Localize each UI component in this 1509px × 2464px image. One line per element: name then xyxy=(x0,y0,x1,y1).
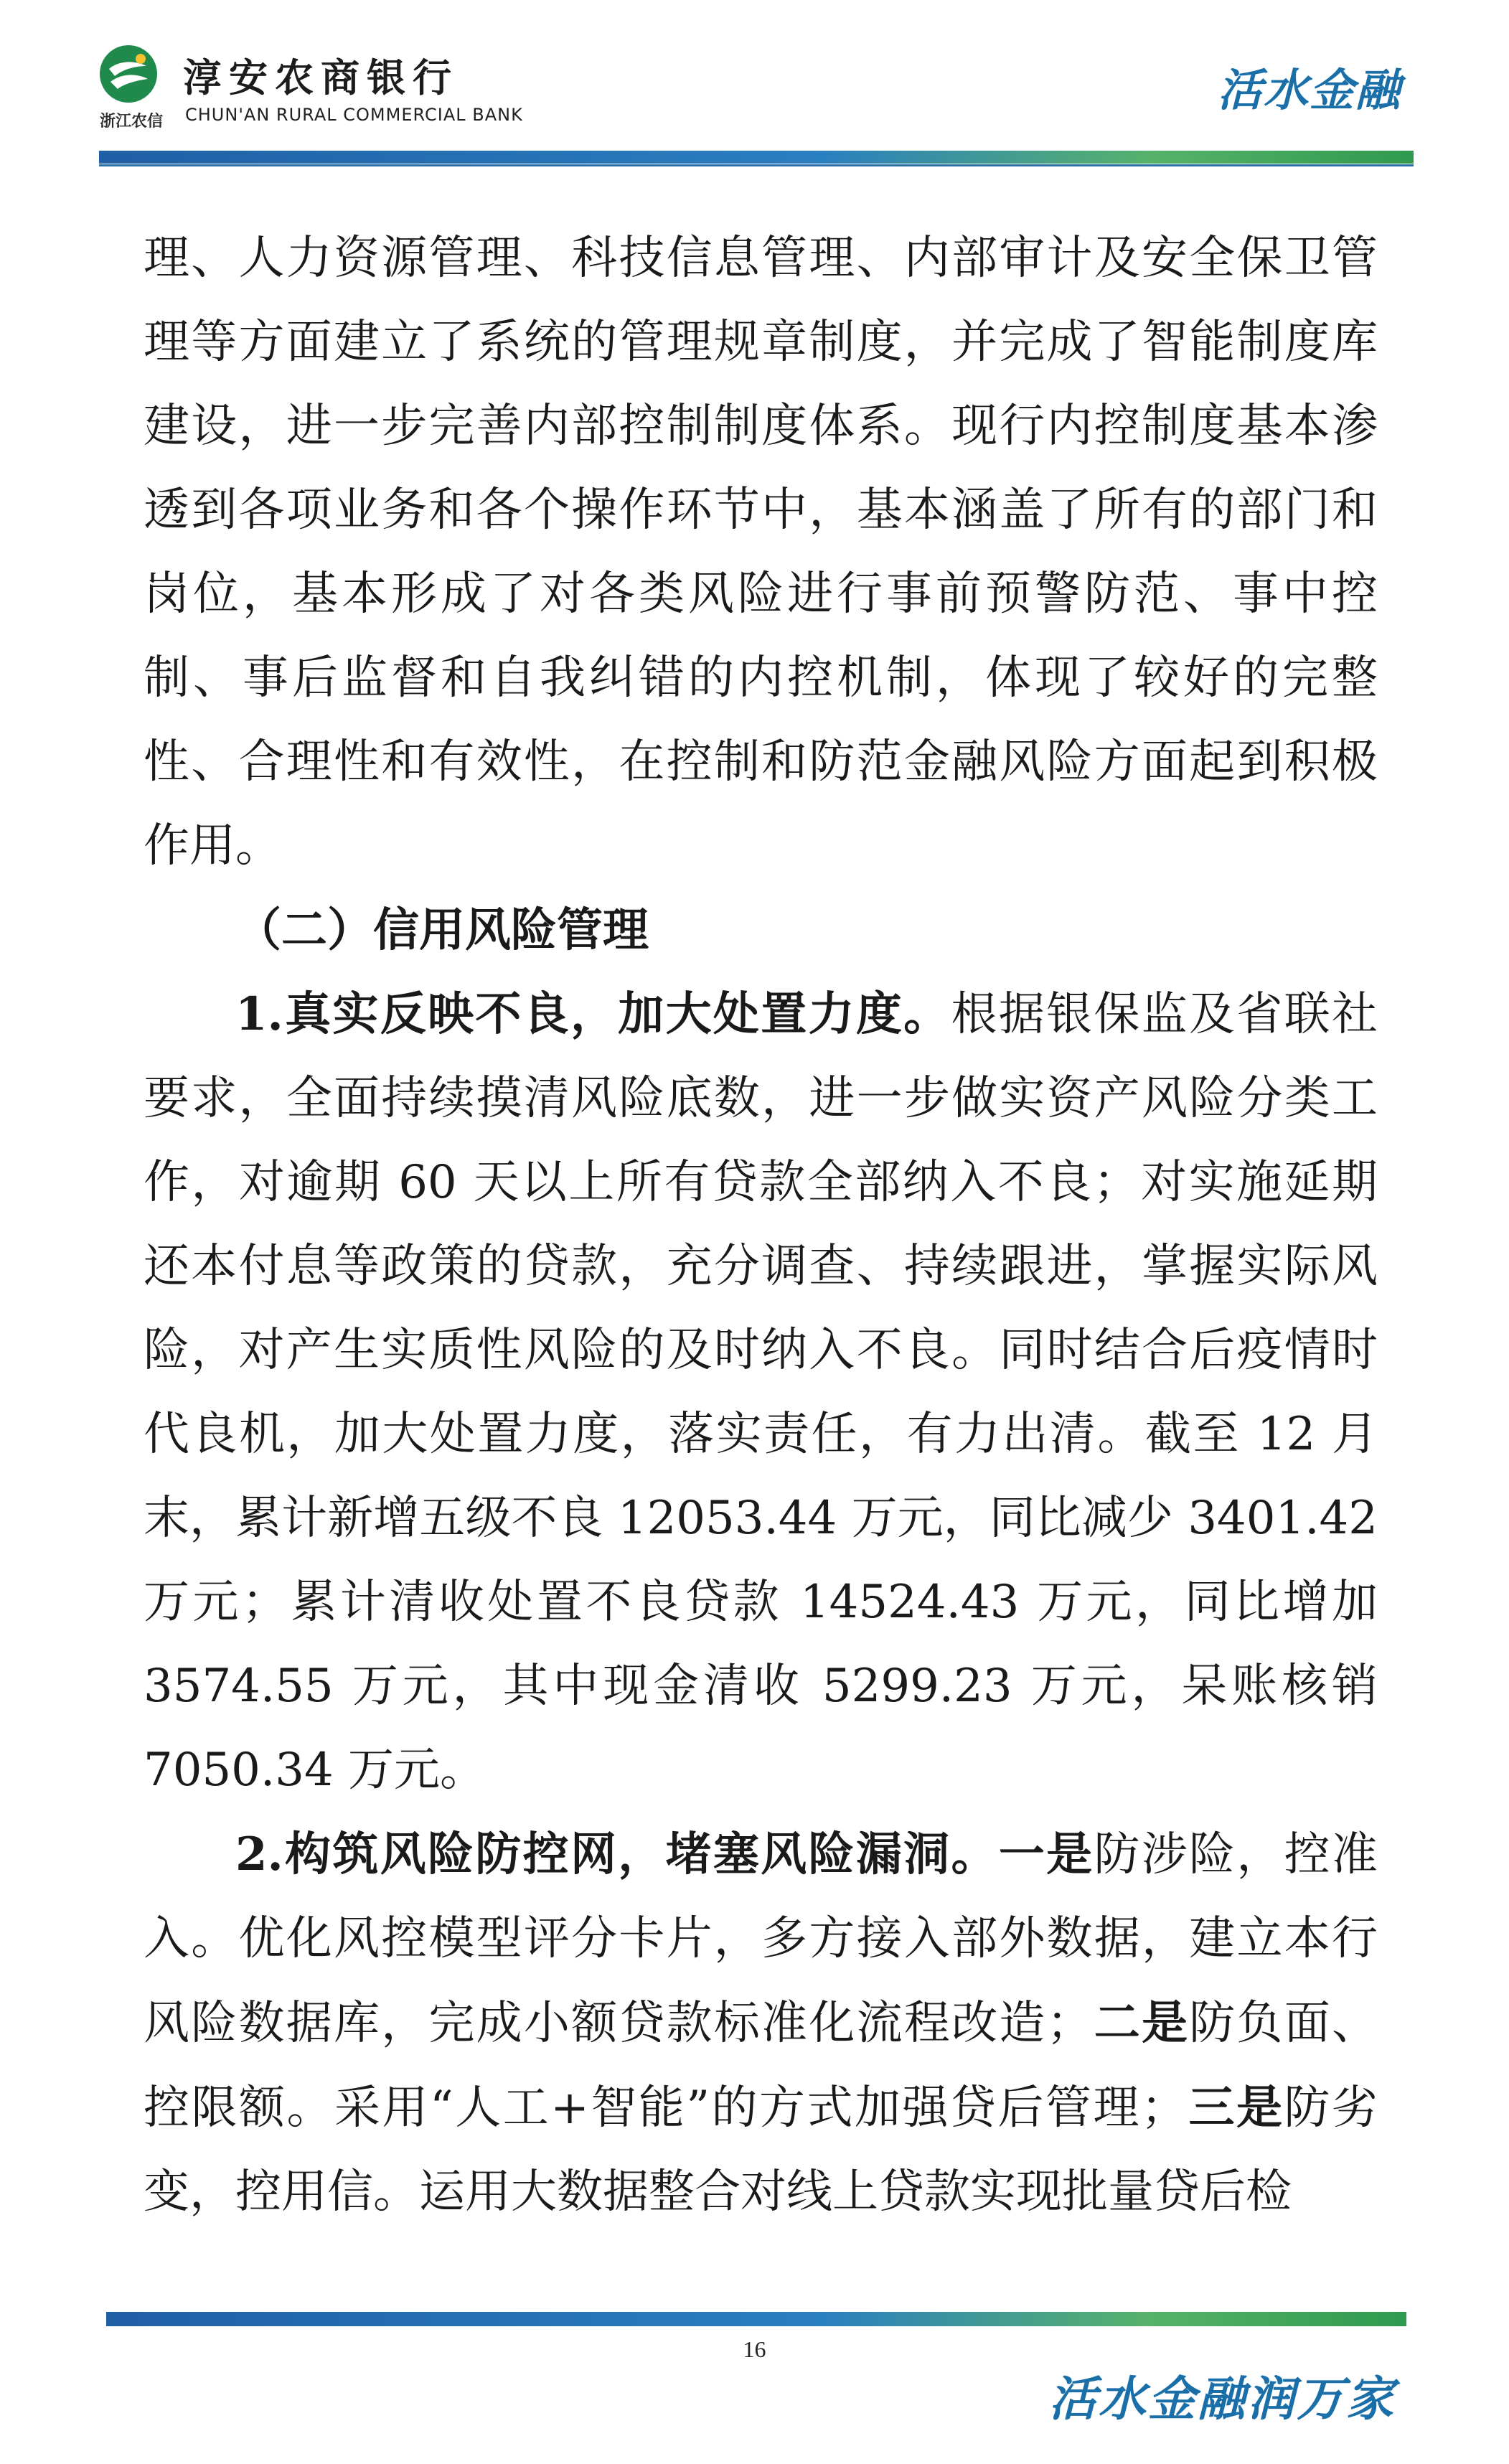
bank-name-english: CHUN'AN RURAL COMMERCIAL BANK xyxy=(185,105,523,125)
header-slogan: 活水金融 xyxy=(1217,64,1401,116)
bank-logo-icon xyxy=(99,44,158,103)
item-2-keyword-2: 二是 xyxy=(1092,1996,1190,2050)
footer-divider xyxy=(106,2312,1406,2326)
paragraph-item-1 xyxy=(144,972,1378,1812)
item-1-text: 根据银保监及省联社要求，全面持续摸清风险底数，进一步做实资产风险分类工作，对逾期 60 天以上所有贷款全部纳入不良；对实施延期还本付息等政策的贷款，充分调查、持续跟进，掌握实际风险，对产生实质性风险的及时纳入不良。同时结合后疫情时代良机，加大处置力度，落实责任，有力出清。截至 12 月末，累计新增五级不良 12053.44 万元，同比减少 3401.42 万元；累计清收处置不良贷款 14524.43 万元，同比增加 3574.55 万元，其中现金清收 5299.23 万元，呆账核销 7050.34 万元。 xyxy=(144,988,1378,1797)
item-1-heading: 1.真实反映不良，加大处置力度。 xyxy=(235,987,951,1041)
item-2-heading: 2.构筑风险防控网，堵塞风险漏洞。 xyxy=(235,1828,999,1881)
logo-subtitle: 浙江农信 xyxy=(99,113,163,131)
bank-name: 淳安农商银行 xyxy=(183,55,459,100)
item-2-text-1: 防涉险，控准入。优化风控模型评分卡片，多方接入部外数据，建立本行风险数据库，完成小额贷款标准化流程改造； xyxy=(144,1828,1378,2050)
item-2-text-3: 防劣变，控用信。运用大数据整合对线上贷款实现批量贷后检 xyxy=(144,2082,1378,2219)
paragraph-item-2 xyxy=(144,1812,1378,2234)
header-divider xyxy=(99,151,1414,164)
item-2-text-2: 防负面、控限额。采用“人工+智能”的方式加强贷后管理； xyxy=(144,1997,1378,2135)
item-2-keyword-1: 一是 xyxy=(998,1828,1094,1881)
document-body xyxy=(144,217,1378,2234)
item-2-keyword-3: 三是 xyxy=(1187,2081,1284,2135)
paragraph-internal-control: 理、人力资源管理、科技信息管理、内部审计及安全保卫管理等方面建立了系统的管理规章制度，并完成了智能制度库建设，进一步完善内部控制制度体系。现行内控制度基本渗透到各项业务和各个操作环节中，基本涵盖了所有的部门和岗位，基本形成了对各类风险进行事前预警防范、事中控制、事后监督和自我纠错的内控机制，体现了较好的完整性、合理性和有效性，在控制和防范金融风险方面起到积极作用。 xyxy=(144,232,1378,873)
page-header xyxy=(0,0,1509,172)
footer-slogan: 活水金融润万家 xyxy=(1049,2371,1396,2427)
section-heading: （二）信用风险管理 xyxy=(235,903,649,957)
page-number: 16 xyxy=(743,2336,766,2362)
